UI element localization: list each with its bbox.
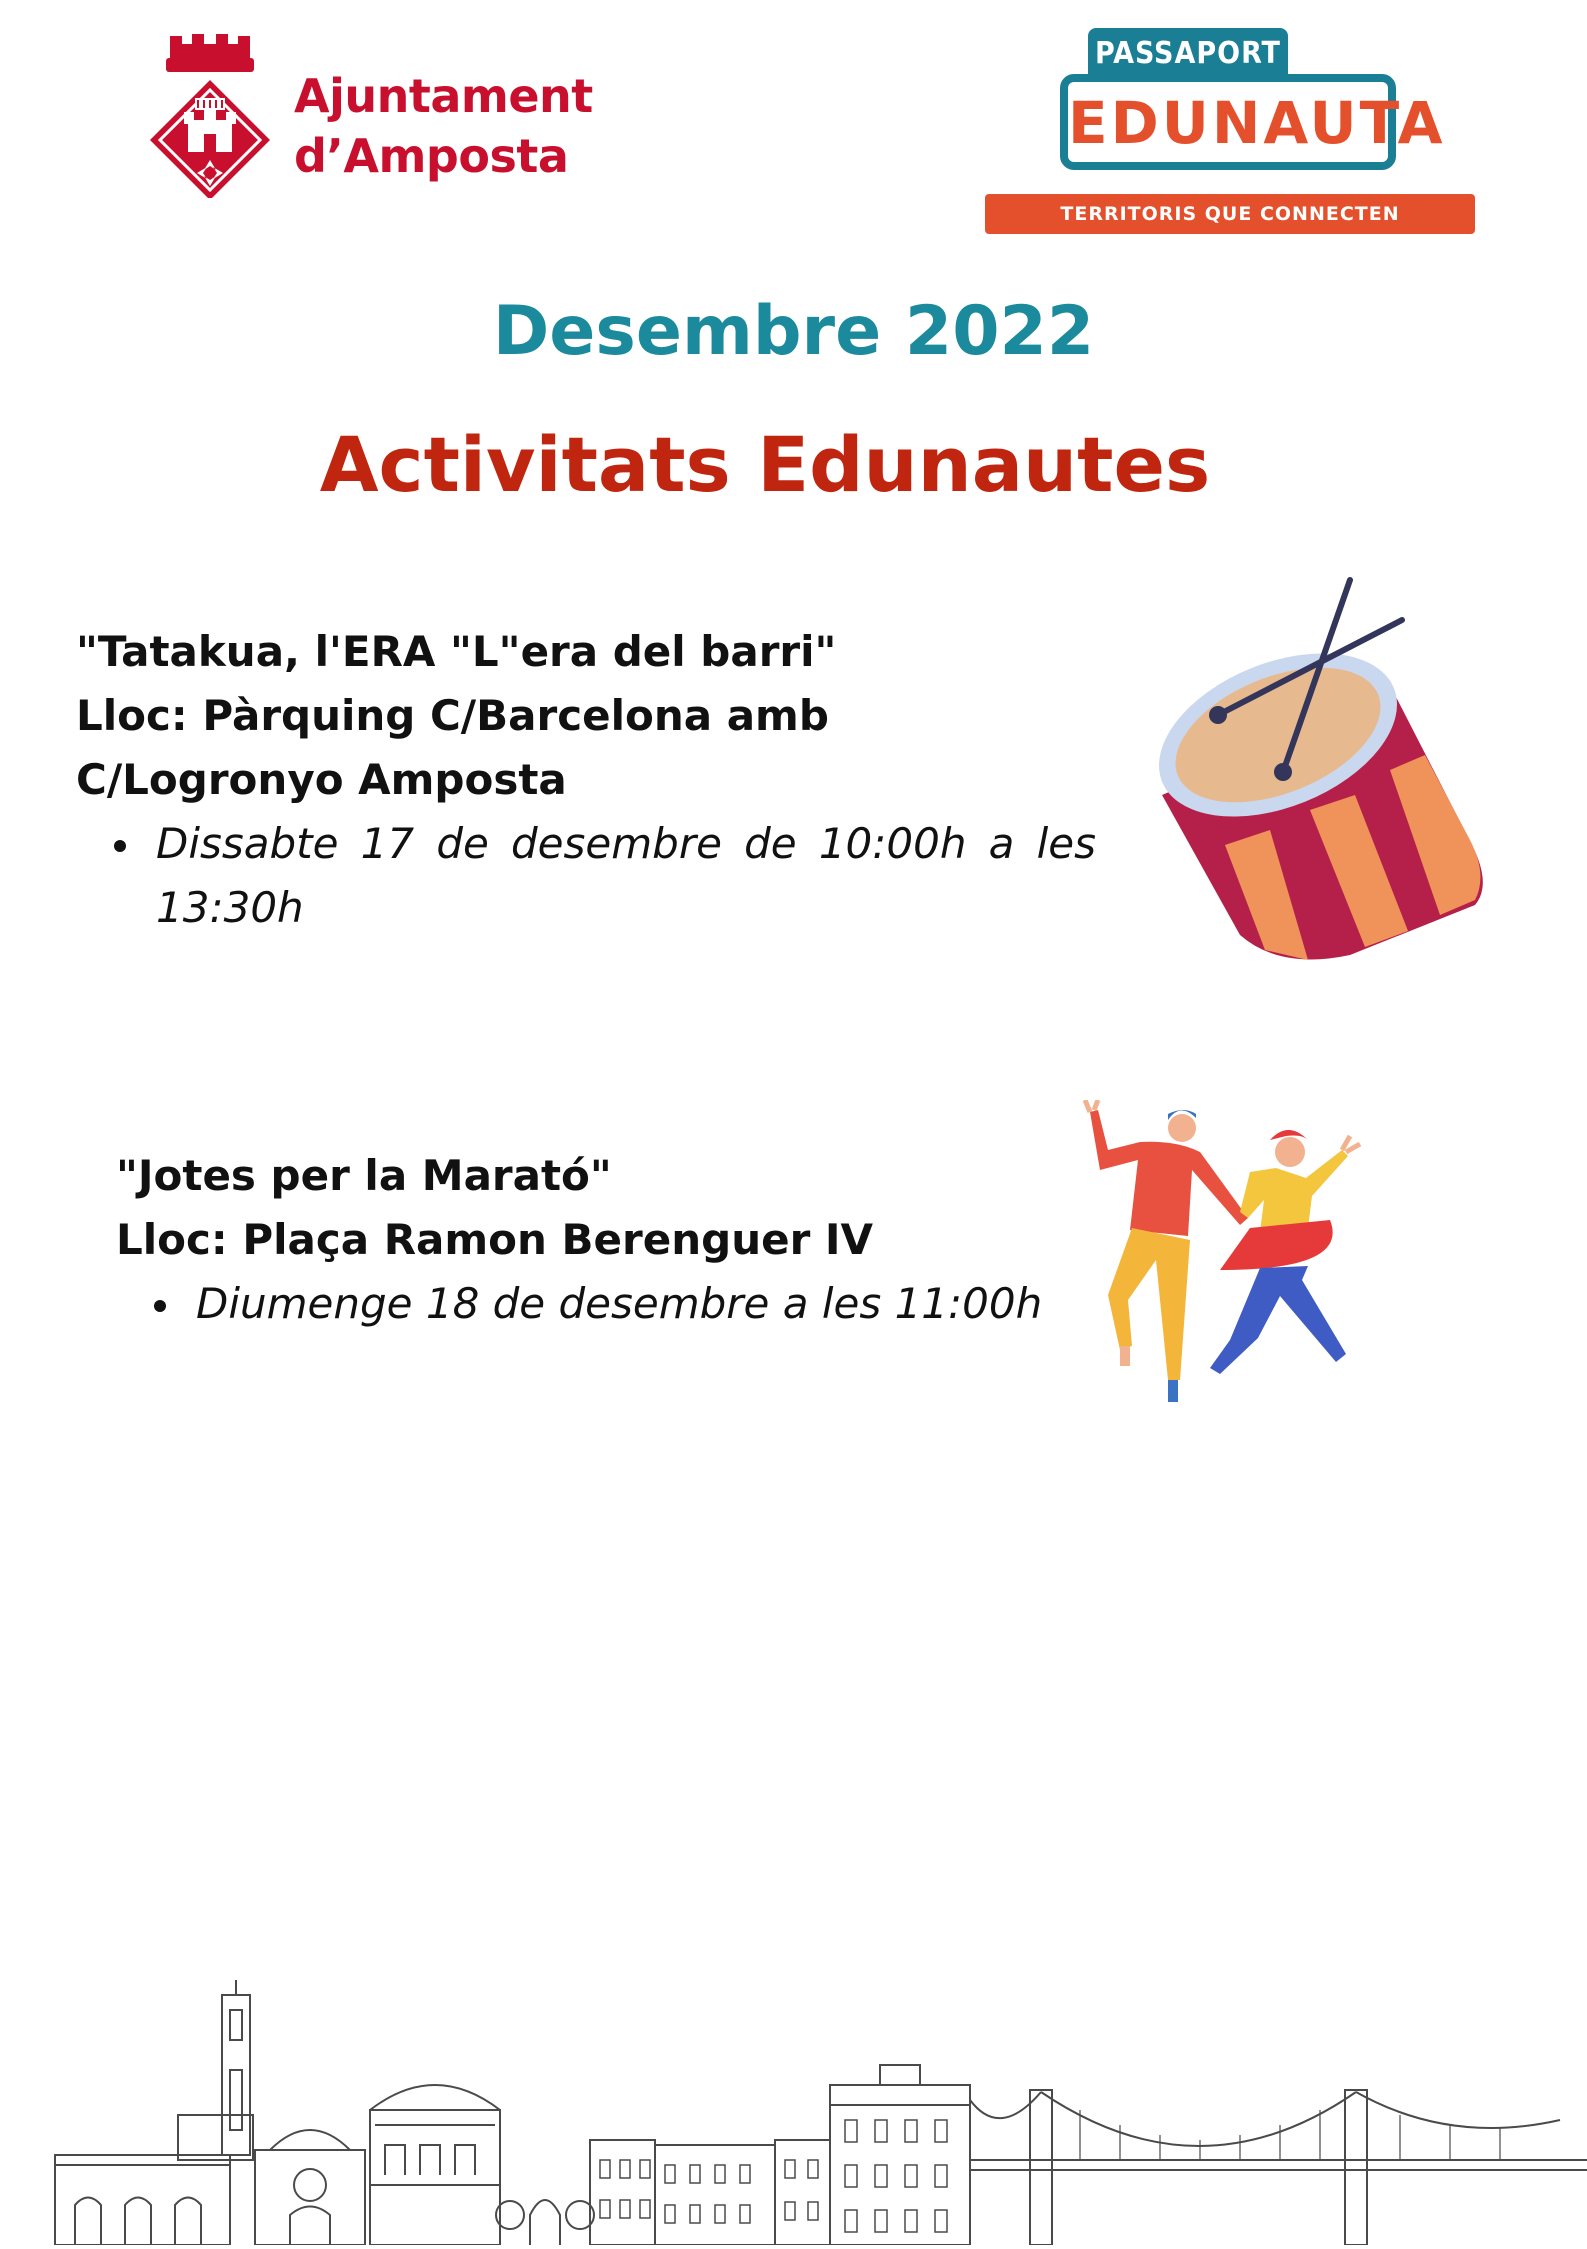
event-name: "Jotes per la Marató" xyxy=(116,1151,612,1200)
event-place: Lloc: Plaça Ramon Berenguer IV xyxy=(116,1215,874,1264)
event-date-item xyxy=(154,1272,1116,1336)
city-skyline-icon xyxy=(0,1970,1587,2245)
passport-tagline: TERRITORIS QUE CONNECTEN OPORTUNITATS xyxy=(985,194,1475,234)
passport-name: EDUNAUTA xyxy=(1060,74,1396,170)
ajuntament-logo xyxy=(140,28,620,198)
dancers-icon xyxy=(1080,1100,1380,1420)
event-name: "Tatakua, l'ERA "L"era del barri" xyxy=(76,627,837,676)
event-place: Lloc: Pàrquing C/Barcelona amb xyxy=(76,691,829,740)
event-date: Dissabte 17 de desembre de 10:00h a les 13:30h xyxy=(156,819,1096,932)
event-block xyxy=(76,620,1096,940)
dancers-illustration xyxy=(1080,1100,1380,1420)
skyline-illustration xyxy=(0,1970,1587,2245)
drum-illustration xyxy=(1150,575,1500,975)
coat-of-arms-icon xyxy=(140,28,280,198)
org-name xyxy=(294,66,593,186)
org-name-line2: d’Amposta xyxy=(294,129,569,183)
event-block xyxy=(116,1144,1116,1336)
page-title: Activitats Edunautes xyxy=(319,420,1211,509)
event-place-cont: C/Logronyo Amposta xyxy=(76,755,567,804)
bullet-icon xyxy=(154,1300,166,1312)
drum-icon xyxy=(1150,575,1500,975)
bullet-icon xyxy=(114,840,126,852)
event-date: Diumenge 18 de desembre a les 11:00h xyxy=(196,1279,1043,1328)
passport-tab-label: PASSAPORT xyxy=(1088,28,1288,78)
month-title: Desembre 2022 xyxy=(492,292,1095,371)
org-name-line1: Ajuntament xyxy=(294,69,593,123)
passaport-edunauta-logo xyxy=(985,28,1475,265)
event-date-item xyxy=(114,812,1096,940)
